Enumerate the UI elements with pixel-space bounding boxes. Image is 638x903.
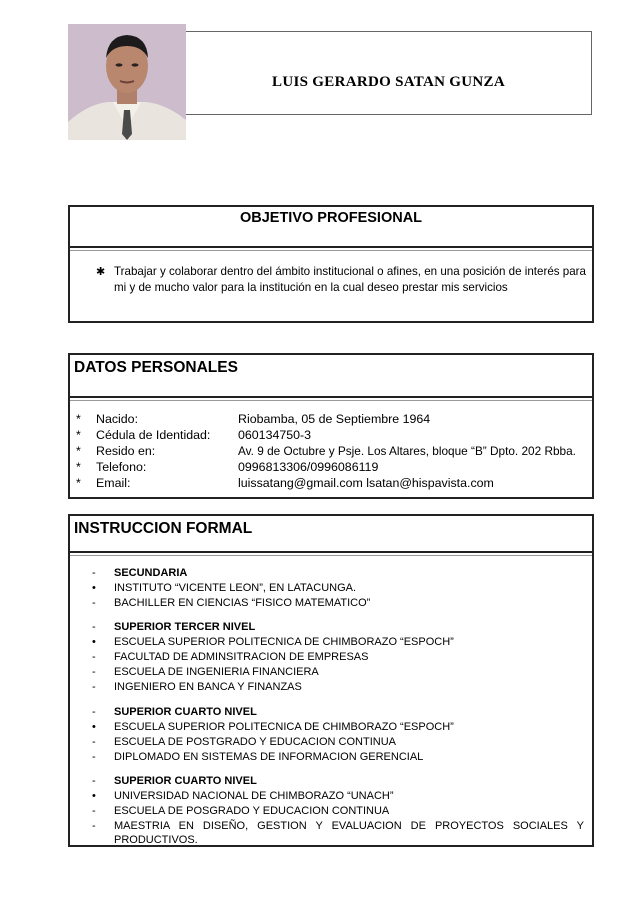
line-text: FACULTAD DE ADMINSITRACION DE EMPRESAS <box>114 651 369 663</box>
education-line <box>70 819 592 847</box>
dash-marker: - <box>92 751 96 763</box>
line-text: ESCUELA DE INGENIERIA FINANCIERA <box>114 666 319 678</box>
row-label: Nacido: <box>96 412 139 426</box>
name-box <box>186 31 592 115</box>
row-value: luissatang@gmail.com lsatan@hispavista.com <box>238 476 494 490</box>
heading-text: SUPERIOR CUARTO NIVEL <box>114 706 257 718</box>
row-value: 060134750-3 <box>238 428 312 442</box>
objective-header <box>70 207 592 248</box>
heading-text: SUPERIOR CUARTO NIVEL <box>114 775 257 787</box>
education-header <box>70 516 592 553</box>
personal-data-section <box>68 353 594 499</box>
row-bullet: * <box>76 412 81 426</box>
row-bullet: * <box>76 444 81 458</box>
heading-text: SECUNDARIA <box>114 567 188 579</box>
personal-data-header <box>70 355 592 398</box>
education-section <box>68 514 594 847</box>
row-bullet: * <box>76 460 81 474</box>
line-text: BACHILLER EN CIENCIAS “FISICO MATEMATICO” <box>114 597 371 609</box>
row-label: Resido en: <box>96 444 156 458</box>
bullet-marker: • <box>92 582 96 594</box>
personal-row <box>70 443 592 459</box>
dash-marker: - <box>92 681 96 693</box>
dash-marker: - <box>92 775 96 787</box>
education-title: INSTRUCCION FORMAL <box>74 520 253 537</box>
line-text: ESCUELA DE POSGRADO Y EDUCACION CONTINUA <box>114 805 390 817</box>
dash-marker: - <box>92 651 96 663</box>
dash-marker: - <box>92 666 96 678</box>
line-text-continuation: PRODUCTIVOS. <box>114 834 198 846</box>
personal-row <box>70 411 592 427</box>
asterisk-bullet-icon: ✱ <box>96 266 106 278</box>
line-text: DIPLOMADO EN SISTEMAS DE INFORMACION GERENCIAL <box>114 751 424 763</box>
objective-text: Trabajar y colaborar dentro del ámbito institucional o afines, en una posición de interés para mi y de mucho valor para la institución en la cual deseo prestar mis servicios <box>114 265 586 294</box>
dash-marker: - <box>92 820 96 832</box>
line-text: ESCUELA DE POSTGRADO Y EDUCACION CONTINUA <box>114 736 396 748</box>
dash-marker: - <box>92 621 96 633</box>
objective-section <box>68 205 594 323</box>
row-label: Telefono: <box>96 460 147 474</box>
line-text: INGENIERO EN BANCA Y FINANZAS <box>114 681 302 693</box>
objective-title: OBJETIVO PROFESIONAL <box>239 210 423 226</box>
line-text: UNIVERSIDAD NACIONAL DE CHIMBORAZO “UNACH” <box>114 790 394 802</box>
line-text: ESCUELA SUPERIOR POLITECNICA DE CHIMBORAZO “ESPOCH” <box>114 721 454 733</box>
candidate-name: LUIS GERARDO SATAN GUNZA <box>272 74 505 90</box>
bullet-marker: • <box>92 790 96 802</box>
dash-marker: - <box>92 736 96 748</box>
row-label: Cédula de Identidad: <box>96 428 211 442</box>
heading-text: SUPERIOR TERCER NIVEL <box>114 621 256 633</box>
profile-photo-image <box>68 24 186 140</box>
line-text: INSTITUTO “VICENTE LEON”, EN LATACUNGA. <box>114 582 357 594</box>
dash-marker: - <box>92 805 96 817</box>
line-text: ESCUELA SUPERIOR POLITECNICA DE CHIMBORAZO “ESPOCH” <box>114 636 454 648</box>
personal-data-title: DATOS PERSONALES <box>74 359 238 376</box>
dash-marker: - <box>92 567 96 579</box>
bullet-marker: • <box>92 721 96 733</box>
dash-marker: - <box>92 706 96 718</box>
line-text: MAESTRIA EN DISEÑO, GESTION Y EVALUACION DE PROYECTOS SOCIALES Y <box>114 820 584 832</box>
bullet-marker: • <box>92 636 96 648</box>
row-value: 0996813306/0996086119 <box>238 460 379 474</box>
personal-row <box>70 427 592 443</box>
row-value: Av. 9 de Octubre y Psje. Los Altares, bloque “B” Dpto. 202 Rbba. <box>238 444 576 458</box>
personal-row <box>70 459 592 475</box>
dash-marker: - <box>92 597 96 609</box>
row-value: Riobamba, 05 de Septiembre 1964 <box>238 412 431 426</box>
row-bullet: * <box>76 428 81 442</box>
profile-photo <box>68 24 186 140</box>
row-label: Email: <box>96 476 131 490</box>
row-bullet: * <box>76 476 81 490</box>
personal-row <box>70 475 592 491</box>
